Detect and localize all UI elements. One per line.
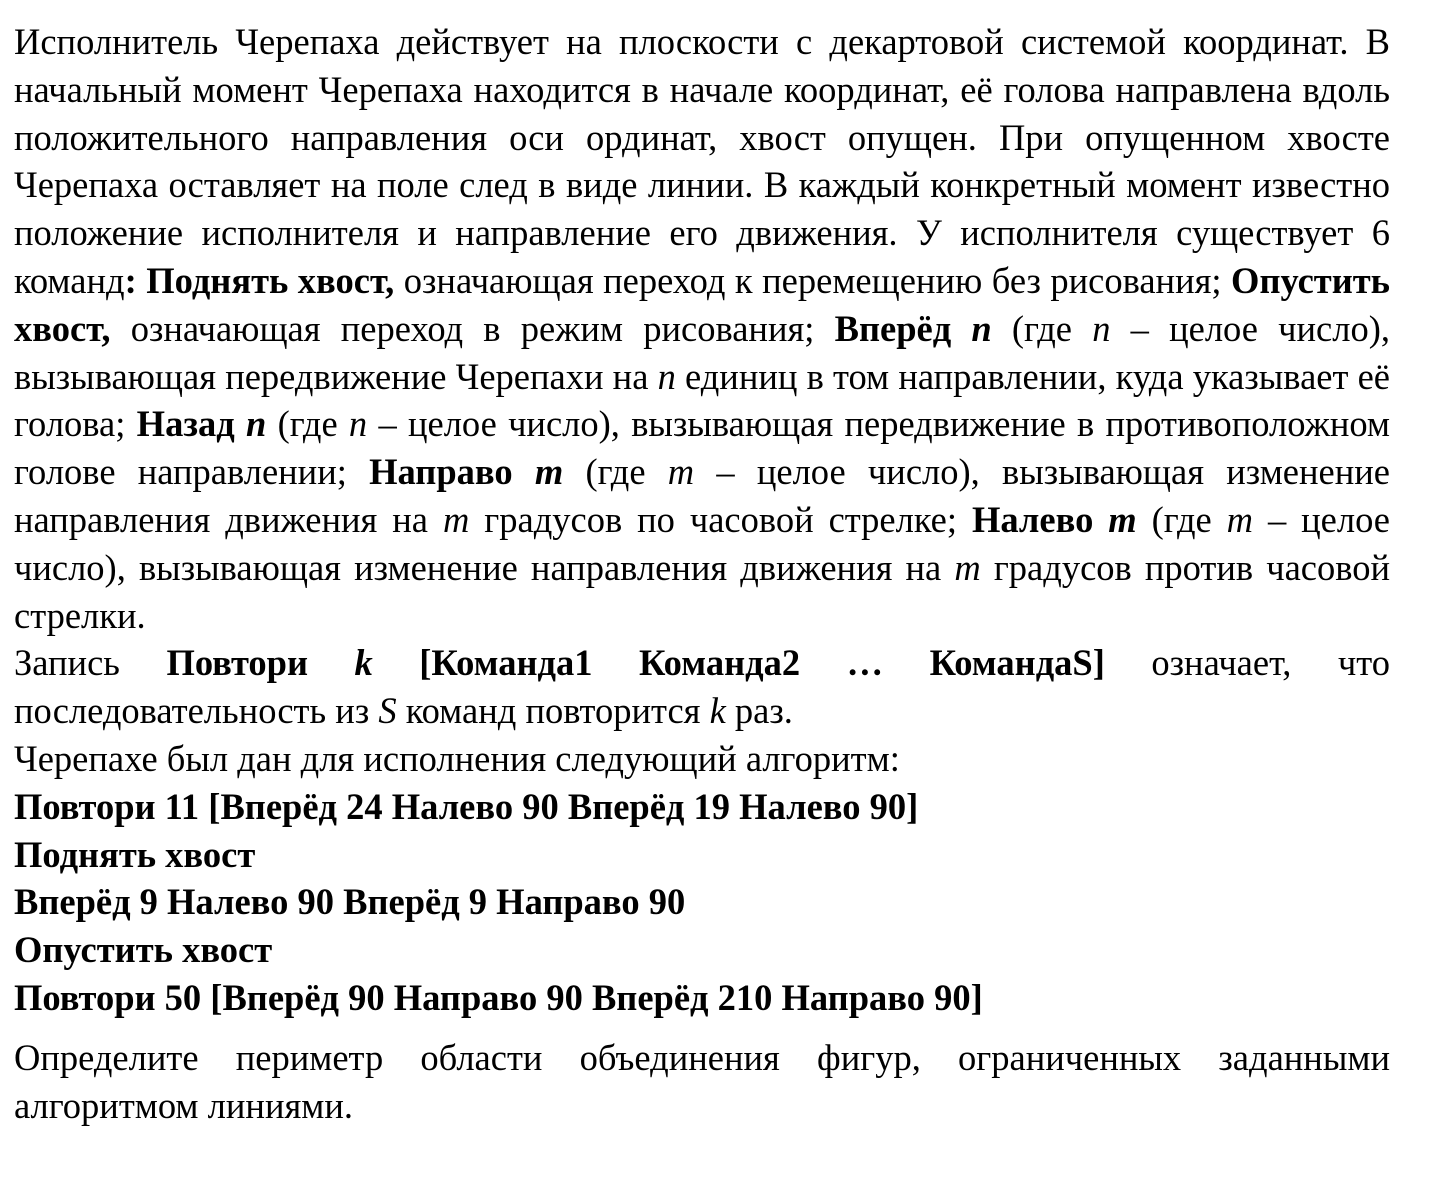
var-m: m (1226, 498, 1254, 540)
repeat-lead: Запись (14, 642, 167, 684)
intro-colon: : (124, 259, 147, 301)
integer-note: – целое число), (1110, 307, 1390, 349)
var-m: m (954, 546, 981, 588)
intro-paragraph (14, 18, 1390, 639)
algorithm-block (14, 783, 1390, 1022)
var-m-bold: m (534, 451, 564, 493)
command-forward: Вперёд (834, 307, 952, 349)
where-open: (где (266, 403, 349, 445)
command-right-desc-b: градусов по часовой стрелке; (469, 498, 972, 540)
var-n: n (348, 403, 368, 445)
command-right: Направо (369, 451, 513, 493)
command-forward-desc-a: вызывающая передвижение Черепахи на (14, 355, 658, 397)
command-left-desc-b: градусов против часовой стрелки. (14, 546, 1391, 636)
command-left: Налево (971, 498, 1094, 540)
integer-note: – целое число), (694, 451, 1003, 493)
var-m: m (667, 451, 695, 493)
var-m-bold: m (1108, 498, 1137, 540)
algorithm-line: Повтори 50 [Вперёд 90 Направо 90 Вперёд 210 Направо 90] (14, 976, 983, 1018)
var-n-bold: n (971, 307, 992, 349)
command-tail-up: Поднять хвост, (146, 259, 395, 301)
command-right-desc-a: вызывающая изменение направления движения на (14, 451, 1390, 540)
command-left-desc-a: вызывающая изменение направления движения на (138, 546, 955, 588)
where-open: (где (991, 307, 1093, 349)
repeat-tail: раз. (725, 690, 793, 732)
repeat-paragraph (14, 639, 1390, 735)
var-k: k (709, 690, 726, 732)
where-open: (где (563, 451, 668, 493)
repeat-bracket: [Команда1 Команда2 … КомандаS] (419, 642, 1105, 684)
var-n-bold: n (245, 403, 267, 445)
algorithm-line: Повтори 11 [Вперёд 24 Налево 90 Вперёд 19 Налево 90] (14, 785, 919, 827)
algorithm-line: Опустить хвост (14, 929, 273, 971)
intro-text: Исполнитель Черепаха действует на плоскости с декартовой системой координат. В начальный момент Черепаха находится в начале координат, её голова направлена вдоль положительного направления оси ординат, хвост опущен. При опущенном хвосте Черепаха оставляет на поле след в виде линии. В каждый конкретный момент известно положение исполнителя и направление его движения. У исполнителя существует 6 команд (14, 21, 1390, 301)
var-n: n (1092, 307, 1111, 349)
given-line: Черепахе был дан для исполнения следующий алгоритм: (14, 737, 900, 779)
repeat-means: означает, что последовательность из (14, 642, 1391, 732)
var-n: n (657, 355, 676, 397)
command-back-desc: вызывающая передвижение в противоположном голове направлении; (14, 403, 1391, 493)
integer-note: – целое число), (367, 403, 632, 445)
command-tail-up-desc: означающая переход к перемещению без рисования; (394, 259, 1232, 301)
repeat-keyword: Повтори (166, 642, 308, 684)
repeat-mid: команд повторится (396, 690, 710, 732)
algorithm-line: Поднять хвост (14, 833, 256, 875)
algorithm-line: Вперёд 9 Налево 90 Вперёд 9 Направо 90 (14, 881, 686, 923)
var-k-bold: k (354, 642, 373, 684)
question-paragraph: Определите периметр области объединения фигур, ограниченных заданными алгоритмом линиями. (14, 1036, 1390, 1126)
where-open: (где (1136, 498, 1227, 540)
var-m: m (442, 498, 470, 540)
command-back: Назад (136, 403, 235, 445)
task-document (14, 18, 1390, 1129)
command-tail-down: Опустить хвост, (14, 259, 1390, 349)
integer-note: – целое число), (14, 498, 1390, 588)
command-forward-desc-b: единиц в том направлении, куда указывает её голова; (14, 355, 1390, 445)
var-s: S (378, 690, 397, 732)
command-tail-down-desc: означающая переход в режим рисования; (110, 307, 835, 349)
